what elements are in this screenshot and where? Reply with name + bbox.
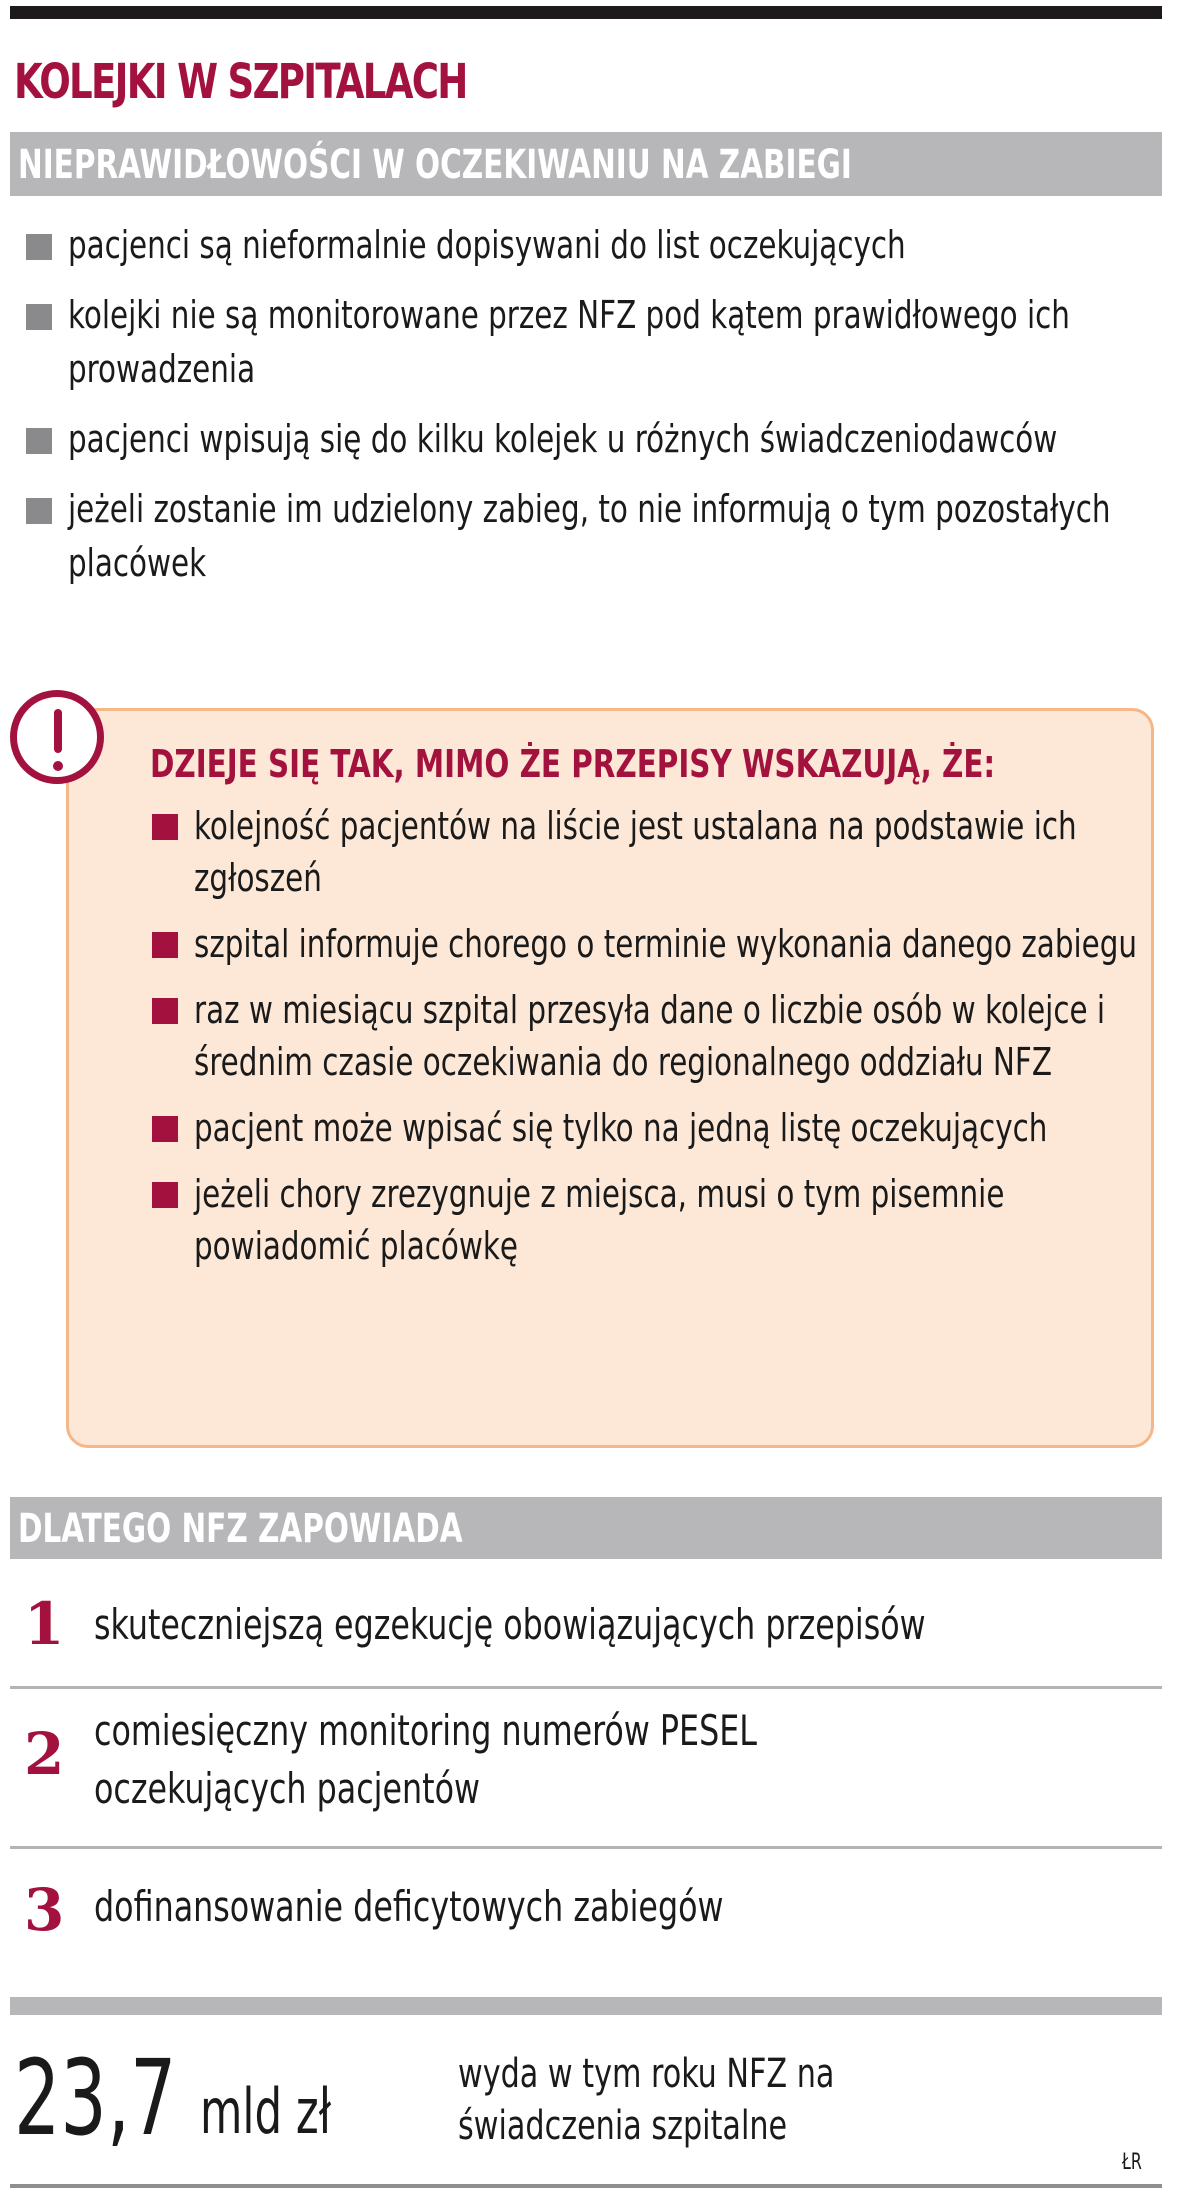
list-item: jeżeli chory zrezygnuje z miejsca, musi o tym pisemnie powiadomić placówkę <box>150 1168 1140 1272</box>
list-item: jeżeli zostanie im udzielony zabieg, to nie informują o tym pozostałych placówek <box>24 482 1154 590</box>
author-initials: ŁR <box>1122 2150 1142 2175</box>
item-text: dofinansowanie deficytowych zabiegów <box>94 1882 724 1931</box>
list-item: pacjenci są nieformalnie dopisywani do list oczekujących <box>24 218 1154 272</box>
item-text: comiesięczny monitoring numerów PESEL <box>94 1706 757 1755</box>
exclamation-icon <box>10 690 104 784</box>
bottom-rule <box>10 2184 1162 2188</box>
list-item: pacjenci wpisują się do kilku kolejek u różnych świadczeniodawców <box>24 412 1154 466</box>
stat-description: wyda w tym roku NFZ na świadczenia szpitalne <box>458 2051 835 2149</box>
divider <box>10 1846 1162 1849</box>
stat-rule <box>10 1997 1162 2015</box>
item-text: skuteczniejszą egzekucję obowiązujących przepisów <box>94 1600 926 1649</box>
square-bullet-icon <box>152 1182 178 1208</box>
square-bullet-icon <box>152 998 178 1024</box>
irregularities-list <box>24 218 1154 606</box>
square-bullet-icon <box>26 428 52 454</box>
square-bullet-icon <box>152 814 178 840</box>
square-bullet-icon <box>152 932 178 958</box>
divider <box>10 1686 1162 1689</box>
list-item: kolejki nie są monitorowane przez NFZ pod kątem prawidłowego ich prowadzenia <box>24 288 1154 396</box>
page-title: KOLEJKI W SZPITALACH <box>14 54 467 110</box>
square-bullet-icon <box>26 234 52 260</box>
section-header-irregularities <box>10 132 1162 196</box>
item-number: 1 <box>24 1590 65 1658</box>
section-header-nfz-plans <box>10 1497 1162 1559</box>
square-bullet-icon <box>26 304 52 330</box>
square-bullet-icon <box>152 1116 178 1142</box>
square-bullet-icon <box>26 498 52 524</box>
notice-heading: DZIEJE SIĘ TAK, MIMO ŻE PRZEPISY WSKAZUJĄ, ŻE: <box>150 742 996 786</box>
regulations-list <box>150 800 1140 1286</box>
top-rule <box>10 6 1162 19</box>
stat-unit: mld zł <box>200 2075 332 2148</box>
item-number: 3 <box>24 1876 65 1944</box>
item-text-line2: oczekujących pacjentów <box>94 1764 480 1813</box>
stat-value: 23,7 <box>14 2037 177 2159</box>
item-number: 2 <box>24 1720 65 1788</box>
list-item: kolejność pacjentów na liście jest ustalana na podstawie ich zgłoszeń <box>150 800 1140 904</box>
section-heading: DLATEGO NFZ ZAPOWIADA <box>18 1506 463 1552</box>
section-heading: NIEPRAWIDŁOWOŚCI W OCZEKIWANIU NA ZABIEGI <box>18 142 852 188</box>
list-item: szpital informuje chorego o terminie wykonania danego zabiegu <box>150 918 1140 970</box>
list-item: raz w miesiącu szpital przesyła dane o liczbie osób w kolejce i średnim czasie oczekiwania do regionalnego oddziału NFZ <box>150 984 1140 1088</box>
list-item: pacjent może wpisać się tylko na jedną listę oczekujących <box>150 1102 1140 1154</box>
